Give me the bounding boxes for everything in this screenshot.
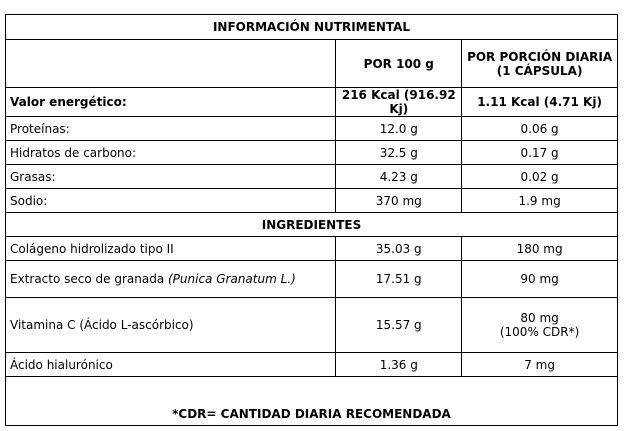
ingredient-per-100: 17.51 g — [336, 261, 462, 298]
nutrient-row — [6, 117, 618, 141]
header-per-100: POR 100 g — [336, 40, 462, 88]
ingredient-cdr-note: (100% CDR*) — [499, 325, 580, 339]
column-header-row — [6, 40, 618, 88]
footnote-row — [6, 377, 618, 426]
nutrient-row — [6, 189, 618, 213]
energy-row — [6, 88, 618, 117]
nutrient-per-100: 32.5 g — [336, 141, 462, 165]
ingredient-per-100: 35.03 g — [336, 237, 462, 261]
nutrition-table — [5, 14, 618, 426]
nutrient-per-100: 4.23 g — [336, 165, 462, 189]
ingredient-label: Extracto seco de granada — [10, 272, 165, 286]
ingredient-row — [6, 298, 618, 353]
nutrient-row — [6, 165, 618, 189]
energy-per-100: 216 Kcal (916.92 Kj) — [336, 88, 462, 117]
nutrient-label: Sodio: — [6, 189, 336, 213]
ingredient-per-serving: 180 mg — [462, 237, 618, 261]
ingredient-label-scientific: (Punica Granatum L.) — [168, 272, 296, 286]
nutrient-per-serving: 0.17 g — [462, 141, 618, 165]
nutrient-row — [6, 141, 618, 165]
ingredient-per-serving: 90 mg — [462, 261, 618, 298]
nutrient-per-100: 12.0 g — [336, 117, 462, 141]
footnote: *CDR= CANTIDAD DIARIA RECOMENDADA — [6, 377, 618, 426]
header-empty-cell — [6, 40, 336, 88]
ingredient-per-serving: 80 mg — [520, 311, 559, 325]
table-title: INFORMACIÓN NUTRIMENTAL — [6, 15, 618, 40]
nutrient-label: Hidratos de carbono: — [6, 141, 336, 165]
ingredient-per-serving-cell — [462, 298, 618, 353]
ingredients-title-row — [6, 213, 618, 237]
header-per-serving-line2: (1 CÁPSULA) — [496, 63, 583, 78]
energy-per-serving: 1.11 Kcal (4.71 Kj) — [462, 88, 618, 117]
nutrition-table-wrapper — [5, 14, 618, 426]
energy-label: Valor energético: — [6, 88, 336, 117]
ingredient-label-cell — [6, 261, 336, 298]
ingredient-row — [6, 261, 618, 298]
ingredient-label: Colágeno hidrolizado tipo II — [6, 237, 336, 261]
nutrient-label: Proteínas: — [6, 117, 336, 141]
nutrient-per-100: 370 mg — [336, 189, 462, 213]
ingredients-title: INGREDIENTES — [6, 213, 618, 237]
ingredient-per-serving: 7 mg — [462, 353, 618, 377]
title-row — [6, 15, 618, 40]
nutrient-per-serving: 1.9 mg — [462, 189, 618, 213]
ingredient-per-100: 15.57 g — [336, 298, 462, 353]
ingredient-label: Vitamina C (Ácido L-ascórbico) — [6, 298, 336, 353]
ingredient-per-100: 1.36 g — [336, 353, 462, 377]
nutrient-label: Grasas: — [6, 165, 336, 189]
header-per-serving — [462, 40, 618, 88]
ingredient-row — [6, 237, 618, 261]
header-per-serving-line1: POR PORCIÓN DIARIA — [467, 49, 613, 64]
ingredient-label: Ácido hialurónico — [6, 353, 336, 377]
nutrient-per-serving: 0.02 g — [462, 165, 618, 189]
ingredient-row — [6, 353, 618, 377]
nutrient-per-serving: 0.06 g — [462, 117, 618, 141]
